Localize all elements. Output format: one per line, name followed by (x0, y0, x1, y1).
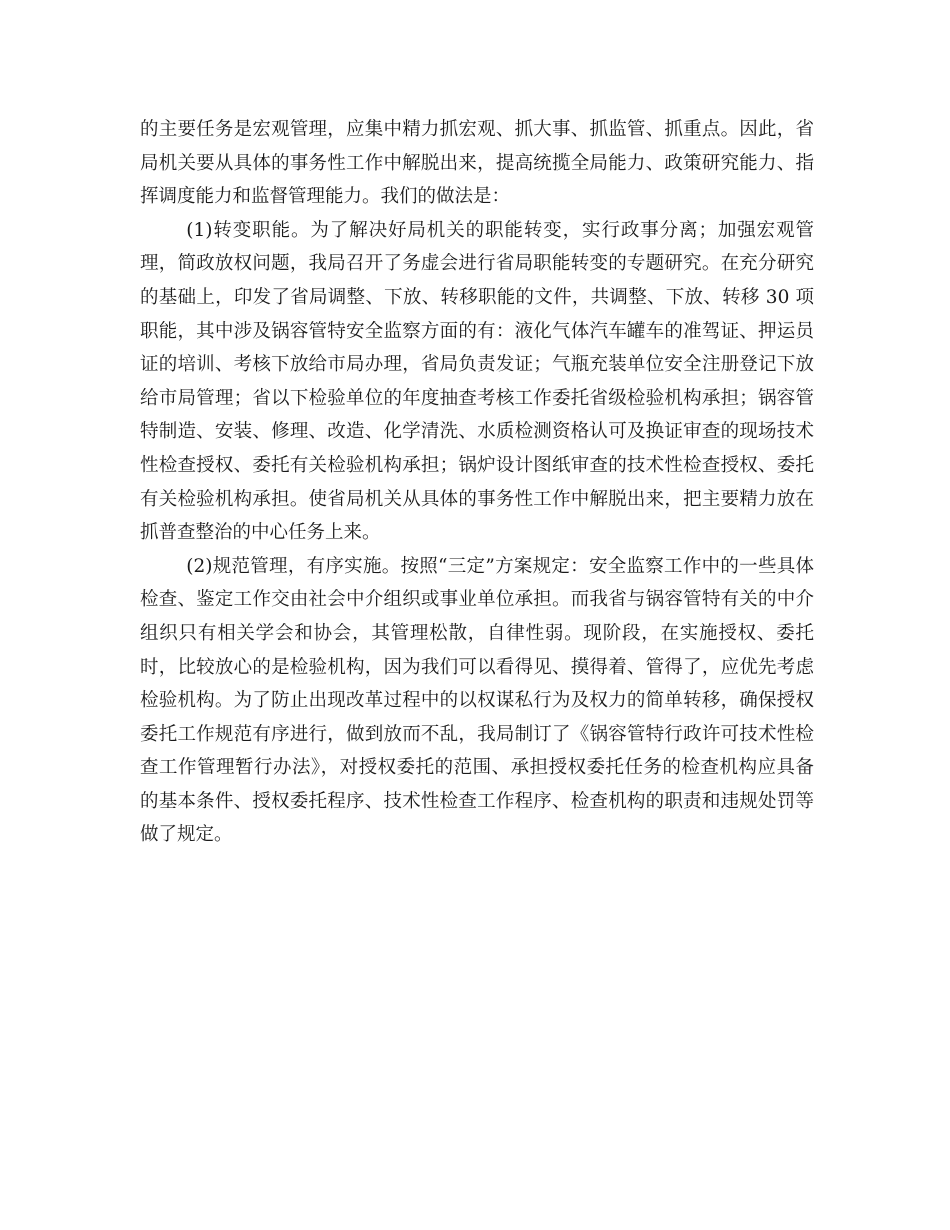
paragraph-standardized-management: (2)规范管理，有序实施。按照“三定”方案规定：安全监察工作中的一些具体检查、鉴定工作交由社会中介组织或事业单位承担。而我省与锅容管特有关的中介组织只有相关学会和协会，其管理松散，自律性弱。现阶段，在实施授权、委托时，比较放心的是检验机构，因为我们可以看得见、摸得着、管得了，应优先考虑检验机构。为了防止出现改革过程中的以权谋私行为及权力的简单转移，确保授权委托工作规范有序进行，做到放而不乱，我局制订了《锅容管特行政许可技术性检查工作管理暂行办法》，对授权委托的范围、承担授权委托任务的检查机构应具备的基本条件、授权委托程序、技术性检查工作程序、检查机构的职责和违规处罚等做了规定。 (140, 555, 814, 846)
paragraph-function-transformation: (1)转变职能。为了解决好局机关的职能转变，实行政事分离；加强宏观管理，简政放权问题，我局召开了务虚会进行省局职能转变的专题研究。在充分研究的基础上，印发了省局调整、下放、转移职能的文件，共调整、下放、转移 30 项职能，其中涉及锅容管特安全监察方面的有：液化气体汽车罐车的准驾证、押运员证的培训、考核下放给市局办理，省局负责发证；气瓶充装单位安全注册登记下放给市局管理；省以下检验单位的年度抽查考核工作委托省级检验机构承担；锅容管特制造、安装、修理、改造、化学清洗、水质检测资格认可及换证审查的现场技术性检查授权、委托有关检验机构承担；锅炉设计图纸审查的技术性检查授权、委托有关检验机构承担。使省局机关从具体的事务性工作中解脱出来，把主要精力放在抓普查整治的中心任务上来。 (140, 219, 814, 544)
document-body (140, 113, 814, 852)
paragraph-continuation: 的主要任务是宏观管理，应集中精力抓宏观、抓大事、抓监管、抓重点。因此，省局机关要从具体的事务性工作中解脱出来，提高统揽全局能力、政策研究能力、指挥调度能力和监督管理能力。我们的做法是： (140, 119, 814, 208)
